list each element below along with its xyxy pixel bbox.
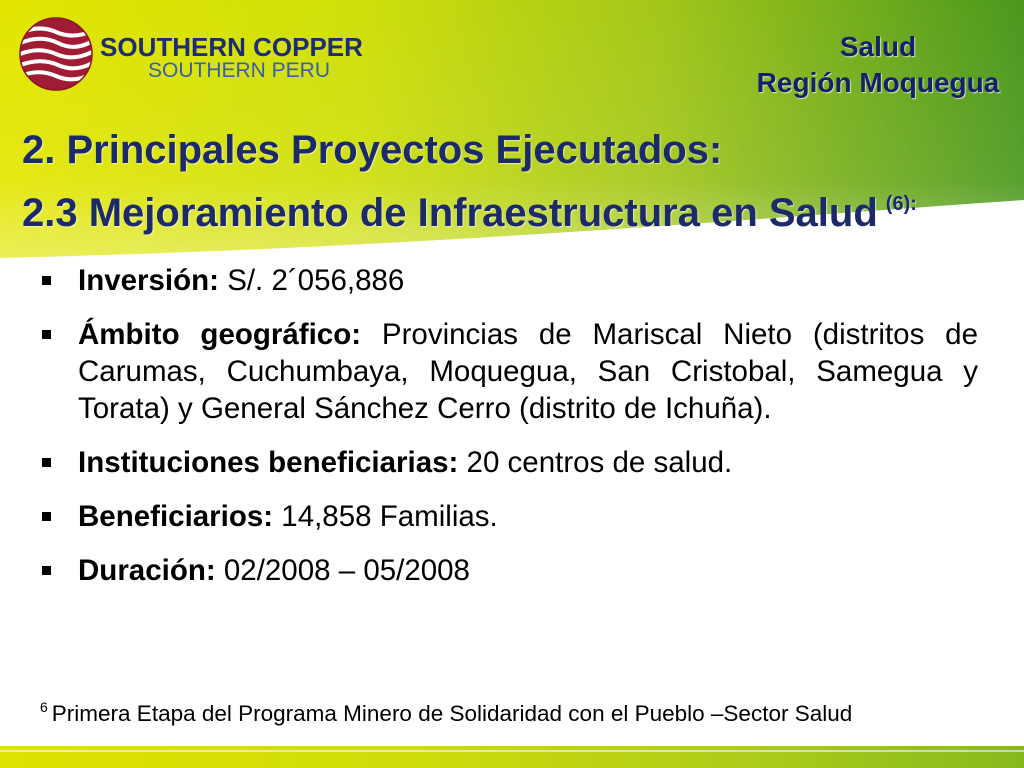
bullet-icon <box>42 458 51 467</box>
item-value: S/. 2´056,886 <box>227 264 405 297</box>
region-name: Región Moquegua <box>756 67 1000 98</box>
bottom-band-line <box>0 750 1024 752</box>
item-value: Provincias de Mariscal Nieto (distritos de Carumas, Cuchumbaya, Moquegua, San Cristobal, Samegua y Torata) y General Sánchez Cerro (distrito de Ichuña). <box>78 318 978 425</box>
footnote-marker: 6 <box>40 699 48 715</box>
southern-copper-logo-icon <box>18 16 94 92</box>
list-item <box>0 316 978 427</box>
footnote-text: Primera Etapa del Programa Minero de Solidaridad con el Pueblo –Sector Salud <box>51 701 853 726</box>
slide-subtitle <box>22 189 1022 244</box>
project-details-list <box>0 262 1024 606</box>
subtitle-text: 2.3 Mejoramiento de Infraestructura en Salud <box>22 191 878 235</box>
slide-title: 2. Principales Proyectos Ejecutados: <box>22 128 723 172</box>
item-label: Instituciones beneficiarias: <box>78 446 459 479</box>
item-label: Beneficiarios: <box>78 500 274 533</box>
list-item <box>0 262 978 299</box>
item-value: 14,858 Familias. <box>281 500 498 533</box>
footnote <box>40 700 852 730</box>
brand-subname: SOUTHERN PERU <box>148 59 331 82</box>
bullet-icon <box>42 512 51 521</box>
bullet-icon <box>42 330 51 339</box>
list-item <box>0 444 978 481</box>
item-value: 02/2008 – 05/2008 <box>223 554 470 587</box>
item-label: Ámbito geográfico: <box>78 318 362 351</box>
item-value: 20 centros de salud. <box>466 446 733 479</box>
list-item <box>0 498 978 535</box>
region-header <box>740 29 1016 101</box>
bullet-icon <box>42 276 51 285</box>
item-label: Inversión: <box>78 264 219 297</box>
subtitle-footnote-ref: (6): <box>885 193 917 215</box>
region-topic: Salud <box>839 31 917 62</box>
list-item <box>0 552 978 589</box>
item-label: Duración: <box>78 554 216 587</box>
bullet-icon <box>42 566 51 575</box>
brand-name: SOUTHERN COPPER <box>100 32 363 62</box>
bottom-band <box>0 746 1024 768</box>
